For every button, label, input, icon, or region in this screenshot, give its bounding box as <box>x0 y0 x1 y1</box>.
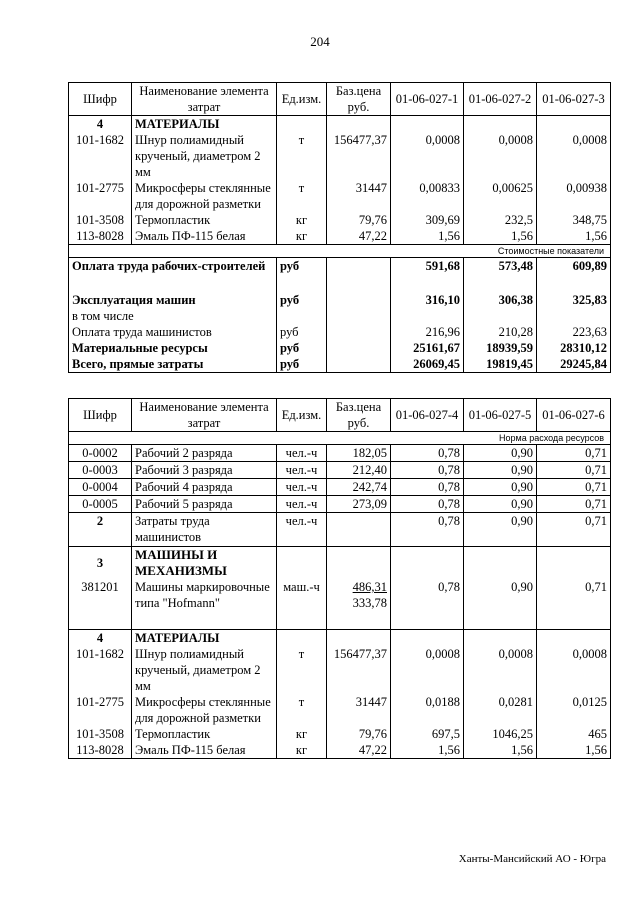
cost-value: 223,63 <box>537 324 611 340</box>
cell-value: 0,71 <box>537 513 611 547</box>
header-col-3: 01-06-027-3 <box>537 83 611 116</box>
cell-price-primary: 486,31 <box>352 580 387 594</box>
cost-value: 591,68 <box>391 258 464 292</box>
cell-price: 212,40 <box>327 462 391 479</box>
subcaption: Стоимостные показатели <box>69 245 611 258</box>
cost-value: 316,10 <box>391 292 464 308</box>
cost-row <box>69 292 611 308</box>
header-unit: Ед.изм. <box>277 83 327 116</box>
cell-value: 1,56 <box>464 228 537 245</box>
subcaption-row <box>69 245 611 258</box>
cell-value: 0,0008 <box>464 646 537 694</box>
cell-unit: кг <box>277 726 327 742</box>
cell-name: Термопластик <box>132 726 277 742</box>
cell-value: 0,78 <box>391 513 464 547</box>
header-name: Наименование элемента затрат <box>132 83 277 116</box>
cell-unit: чел.-ч <box>277 445 327 462</box>
footer-region: Ханты-Мансийский АО - Югра <box>458 853 606 865</box>
table-row <box>69 132 611 180</box>
cost-row <box>69 258 611 292</box>
cell-code: 101-3508 <box>69 726 132 742</box>
cell-price: 273,09 <box>327 496 391 513</box>
cell-name: Рабочий 5 разряда <box>132 496 277 513</box>
section-title: МАТЕРИАЛЫ <box>132 629 277 646</box>
cost-value: 25161,67 <box>391 340 464 356</box>
cell-price: 47,22 <box>327 742 391 759</box>
cell-code: 101-2775 <box>69 180 132 212</box>
cell-value: 0,90 <box>464 445 537 462</box>
section-title: МАШИНЫ И МЕХАНИЗМЫ <box>132 547 277 580</box>
cell-value: 0,00625 <box>464 180 537 212</box>
cell-value: 0,78 <box>391 462 464 479</box>
cell-price: 156477,37 <box>327 132 391 180</box>
table-row <box>69 742 611 759</box>
table-row <box>69 180 611 212</box>
cell-unit: чел.-ч <box>277 513 327 547</box>
cell-value: 0,71 <box>537 496 611 513</box>
cost-value: 573,48 <box>464 258 537 292</box>
section-code: 4 <box>69 629 132 646</box>
cell-unit: чел.-ч <box>277 479 327 496</box>
cell-price: 31447 <box>327 694 391 726</box>
cost-row <box>69 308 611 324</box>
cost-label: Всего, прямые затраты <box>69 356 277 373</box>
cell-value: 0,90 <box>464 479 537 496</box>
cell-value: 0,71 <box>537 479 611 496</box>
cell-code: 0-0004 <box>69 479 132 496</box>
cell-value: 0,0008 <box>464 132 537 180</box>
cell-code: 113-8028 <box>69 742 132 759</box>
section-title: МАТЕРИАЛЫ <box>132 116 277 133</box>
cost-value: 609,89 <box>537 258 611 292</box>
cost-unit: руб <box>277 324 327 340</box>
cell-code: 381201 <box>69 579 132 629</box>
cell-name: Затраты труда машинистов <box>132 513 277 547</box>
cell-value: 0,78 <box>391 445 464 462</box>
cell-unit: чел.-ч <box>277 496 327 513</box>
header-name: Наименование элемента затрат <box>132 399 277 432</box>
cost-label: Эксплуатация машин <box>69 292 277 308</box>
cell-name: Рабочий 4 разряда <box>132 479 277 496</box>
cost-value: 18939,59 <box>464 340 537 356</box>
cell-value: 1,56 <box>464 742 537 759</box>
cell-value: 0,0125 <box>537 694 611 726</box>
table-row <box>69 646 611 694</box>
table-row <box>69 694 611 726</box>
cell-name: Шнур полиамидный крученый, диаметром 2 мм <box>132 132 277 180</box>
subcaption-row <box>69 432 611 445</box>
cost-value: 216,96 <box>391 324 464 340</box>
cell-value: 0,78 <box>391 496 464 513</box>
cell-unit: т <box>277 180 327 212</box>
table-row <box>69 726 611 742</box>
cell-price: 242,74 <box>327 479 391 496</box>
cost-unit: руб <box>277 258 327 292</box>
cell-unit: т <box>277 694 327 726</box>
subcaption: Норма расхода ресурсов <box>69 432 611 445</box>
cell-price: 79,76 <box>327 726 391 742</box>
operators-row <box>69 513 611 547</box>
cell-value: 0,78 <box>391 579 464 629</box>
header-unit: Ед.изм. <box>277 399 327 432</box>
cost-value: 19819,45 <box>464 356 537 373</box>
machine-row <box>69 579 611 629</box>
cell-code: 2 <box>69 513 132 547</box>
cell-unit: маш.-ч <box>277 579 327 629</box>
cell-value: 348,75 <box>537 212 611 228</box>
cost-unit: руб <box>277 292 327 308</box>
section-code: 3 <box>69 547 132 580</box>
cell-price: 31447 <box>327 180 391 212</box>
cell-code: 101-1682 <box>69 646 132 694</box>
header-price: Баз.цена руб. <box>327 83 391 116</box>
cost-unit: руб <box>277 356 327 373</box>
cell-value: 1,56 <box>537 228 611 245</box>
cell-value: 0,90 <box>464 496 537 513</box>
cell-value: 0,00938 <box>537 180 611 212</box>
table-row <box>69 462 611 479</box>
cell-name: Шнур полиамидный крученый, диаметром 2 мм <box>132 646 277 694</box>
header-row <box>69 399 611 432</box>
cell-value: 0,90 <box>464 462 537 479</box>
cell-code: 0-0003 <box>69 462 132 479</box>
header-code: Шифр <box>69 83 132 116</box>
cost-value: 26069,45 <box>391 356 464 373</box>
cell-code: 101-1682 <box>69 132 132 180</box>
cell-code: 0-0002 <box>69 445 132 462</box>
cell-code: 0-0005 <box>69 496 132 513</box>
cost-label: Оплата труда машинистов <box>69 324 277 340</box>
section-row <box>69 116 611 133</box>
cell-value: 1,56 <box>391 228 464 245</box>
cost-label: Оплата труда рабочих-строителей <box>69 258 277 292</box>
cost-unit: руб <box>277 340 327 356</box>
cost-row <box>69 324 611 340</box>
cell-value: 232,5 <box>464 212 537 228</box>
cell-name: Рабочий 3 разряда <box>132 462 277 479</box>
cell-value: 0,0281 <box>464 694 537 726</box>
table-row <box>69 445 611 462</box>
section-row <box>69 547 611 580</box>
cell-value: 0,0008 <box>537 132 611 180</box>
cell-price: 47,22 <box>327 228 391 245</box>
table-row <box>69 479 611 496</box>
cost-table-1 <box>68 82 611 373</box>
page-number: 204 <box>310 34 330 49</box>
header-col-1: 01-06-027-1 <box>391 83 464 116</box>
cell-name: Рабочий 2 разряда <box>132 445 277 462</box>
cell-name: Эмаль ПФ-115 белая <box>132 228 277 245</box>
cost-row <box>69 356 611 373</box>
header-price: Баз.цена руб. <box>327 399 391 432</box>
cell-unit: кг <box>277 212 327 228</box>
cell-unit: т <box>277 132 327 180</box>
cell-value: 697,5 <box>391 726 464 742</box>
cell-value: 0,0188 <box>391 694 464 726</box>
header-col-5: 01-06-027-5 <box>464 399 537 432</box>
cell-value: 0,90 <box>464 579 537 629</box>
cell-unit: чел.-ч <box>277 462 327 479</box>
cell-value: 0,78 <box>391 479 464 496</box>
cost-row <box>69 340 611 356</box>
cost-value: 210,28 <box>464 324 537 340</box>
cell-name: Термопластик <box>132 212 277 228</box>
cell-name: Микросферы стеклянные для дорожной разметки <box>132 694 277 726</box>
cell-unit: т <box>277 646 327 694</box>
cell-price: 182,05 <box>327 445 391 462</box>
cell-value: 0,0008 <box>391 646 464 694</box>
cell-price-secondary: 333,78 <box>352 596 387 610</box>
cell-name: Эмаль ПФ-115 белая <box>132 742 277 759</box>
cell-value: 465 <box>537 726 611 742</box>
table-row <box>69 228 611 245</box>
cell-code: 101-2775 <box>69 694 132 726</box>
cell-value: 0,00833 <box>391 180 464 212</box>
cost-label: Материальные ресурсы <box>69 340 277 356</box>
cell-value: 0,0008 <box>537 646 611 694</box>
cost-table-2 <box>68 398 611 759</box>
cell-value: 309,69 <box>391 212 464 228</box>
cell-value: 0,0008 <box>391 132 464 180</box>
section-row <box>69 629 611 646</box>
header-row <box>69 83 611 116</box>
cell-value: 1046,25 <box>464 726 537 742</box>
cell-value: 0,71 <box>537 579 611 629</box>
table-row <box>69 496 611 513</box>
header-col-2: 01-06-027-2 <box>464 83 537 116</box>
header-code: Шифр <box>69 399 132 432</box>
cell-value: 0,90 <box>464 513 537 547</box>
cost-value: 28310,12 <box>537 340 611 356</box>
table-row <box>69 212 611 228</box>
cell-value: 1,56 <box>537 742 611 759</box>
header-col-4: 01-06-027-4 <box>391 399 464 432</box>
cell-value: 0,71 <box>537 445 611 462</box>
cell-price: 79,76 <box>327 212 391 228</box>
cell-unit: кг <box>277 228 327 245</box>
cost-value: 325,83 <box>537 292 611 308</box>
cell-code: 101-3508 <box>69 212 132 228</box>
cell-code: 113-8028 <box>69 228 132 245</box>
cost-value: 29245,84 <box>537 356 611 373</box>
cost-value: 306,38 <box>464 292 537 308</box>
cell-unit: кг <box>277 742 327 759</box>
section-code: 4 <box>69 116 132 133</box>
cell-price: 156477,37 <box>327 646 391 694</box>
header-col-6: 01-06-027-6 <box>537 399 611 432</box>
cell-name: Микросферы стеклянные для дорожной разметки <box>132 180 277 212</box>
cell-name: Машины маркировочные типа "Hofmann" <box>132 579 277 629</box>
cell-value: 1,56 <box>391 742 464 759</box>
cost-label: в том числе <box>69 308 277 324</box>
cell-value: 0,71 <box>537 462 611 479</box>
